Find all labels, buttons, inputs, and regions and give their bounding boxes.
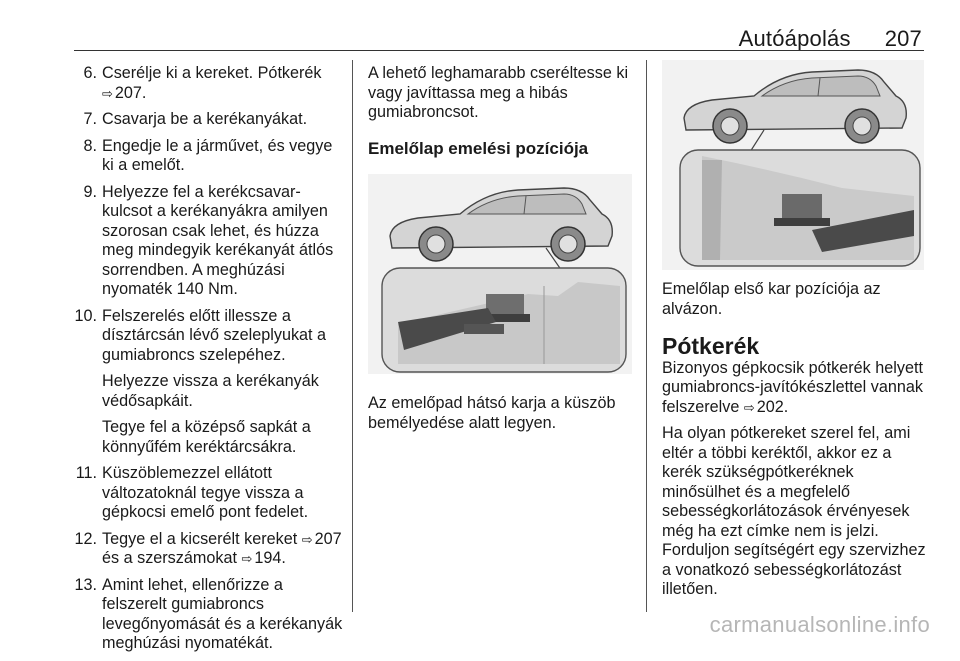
steps-list bbox=[74, 64, 346, 654]
lift-front-arm-illustration bbox=[662, 60, 924, 270]
page-ref[interactable]: 194. bbox=[254, 549, 286, 567]
page-ref-arrow-icon: ⇨ bbox=[102, 85, 113, 101]
page-ref[interactable]: 202. bbox=[756, 397, 789, 416]
page-ref-arrow-icon: ⇨ bbox=[241, 551, 253, 566]
step-text bbox=[102, 464, 346, 523]
step-text bbox=[102, 64, 346, 103]
lift-rear-arm-illustration bbox=[368, 174, 632, 374]
step-text-part: Küszöblemezzel ellátott változatoknál tegye vissza a gépkocsi emelő pont fedelet. bbox=[102, 464, 309, 521]
subheading-lift-position: Emelőlap emelési pozíciója bbox=[368, 138, 589, 158]
step-text bbox=[102, 110, 346, 130]
page-ref[interactable]: 207. bbox=[114, 83, 147, 102]
step-number: 11. bbox=[75, 464, 97, 482]
step-extra-paragraph: Helyezze vissza a kerékanyák védősapkáit. bbox=[102, 372, 319, 410]
figure-caption-1: Az emelőpad hátsó karja a küszöb bemélyedése alatt legyen. bbox=[368, 394, 616, 432]
column-2 bbox=[368, 64, 640, 433]
page-number: 207 bbox=[884, 26, 922, 51]
step-text-part: Amint lehet, ellenőrizze a felszerelt gumiabroncs levegőnyomását és a kerékanyák meghúzási nyomatékát. bbox=[102, 575, 343, 652]
step-text bbox=[102, 183, 346, 300]
step-item bbox=[74, 464, 346, 523]
step-text bbox=[102, 530, 346, 569]
column-divider bbox=[646, 60, 647, 612]
column-divider bbox=[352, 60, 353, 612]
step-number: 6. bbox=[83, 64, 97, 82]
page-ref-arrow-icon: ⇨ bbox=[743, 399, 755, 415]
step-item bbox=[74, 183, 346, 300]
watermark: carmanualsonline.info bbox=[709, 612, 930, 637]
step-text-part: Helyezze fel a kerékcsavar-kulcsot a kerékanyákra amilyen szorosan csak lehet, és húzza meg mindegyik kerékanyát átlós sorrendben. A meghúzási nyomaték 140 Nm. bbox=[102, 182, 334, 298]
column-1 bbox=[74, 64, 346, 661]
step-number: 9. bbox=[83, 182, 97, 201]
step-text-part: Engedje le a járművet, és vegye ki a emelőt. bbox=[102, 136, 333, 174]
intro-paragraph: A lehető leghamarabb cseréltesse ki vagy javíttassa meg a hibás gumiabroncsot. bbox=[368, 64, 629, 121]
chapter-title: Autóápolás bbox=[738, 26, 851, 51]
spare-wheel-paragraph-1 bbox=[662, 359, 928, 418]
step-number: 7. bbox=[83, 110, 97, 128]
spare-wheel-paragraph-2: Ha olyan pótkereket szerel fel, ami eltér a többi keréktől, akkor ez a kerék szükségpótkeréknek minősülhet és a megfelelő sebességkorlátozások érvényesek még ha ezt címke nem is jelzi. Forduljon segítségért egy szervizhez a vonatkozó sebességkorlátozást illetően. bbox=[662, 424, 926, 598]
step-item bbox=[74, 64, 346, 103]
step-number: 8. bbox=[83, 136, 97, 155]
header-rule bbox=[74, 50, 924, 51]
step-text bbox=[102, 307, 346, 366]
step-text-part: Csavarja be a kerékanyákat. bbox=[102, 110, 308, 128]
page-header bbox=[739, 26, 922, 52]
step-item bbox=[74, 110, 346, 130]
step-number: 12. bbox=[74, 529, 97, 548]
step-item bbox=[74, 137, 346, 176]
column-3 bbox=[662, 64, 928, 607]
step-text-part: Cserélje ki a kereket. Pótkerék bbox=[102, 64, 322, 82]
step-text-part: Tegye el a kicserélt kereket bbox=[102, 529, 298, 548]
section-title-spare-wheel: Pótkerék bbox=[662, 333, 760, 359]
step-item bbox=[74, 307, 346, 458]
step-text bbox=[102, 137, 346, 176]
page-ref-arrow-icon: ⇨ bbox=[301, 531, 313, 547]
paragraph-text: Bizonyos gépkocsik pótkerék helyett gumiabroncs-javítókészlettel vannak felszerelve bbox=[662, 358, 923, 416]
page-ref[interactable]: 207 és a szerszámokat bbox=[102, 529, 342, 567]
figure-caption-2: Emelőlap első kar pozíciója az alvázon. bbox=[662, 280, 881, 318]
step-number: 10. bbox=[74, 306, 97, 325]
step-extra-paragraph: Tegye fel a középső sapkát a könnyűfém keréktárcsákra. bbox=[102, 418, 311, 456]
step-item bbox=[74, 530, 346, 569]
step-text-part: Felszerelés előtt illessze a dísztárcsán lévő szeleplyukat a gumiabroncs szelepéhez. bbox=[102, 306, 327, 364]
step-number: 13. bbox=[74, 575, 97, 594]
